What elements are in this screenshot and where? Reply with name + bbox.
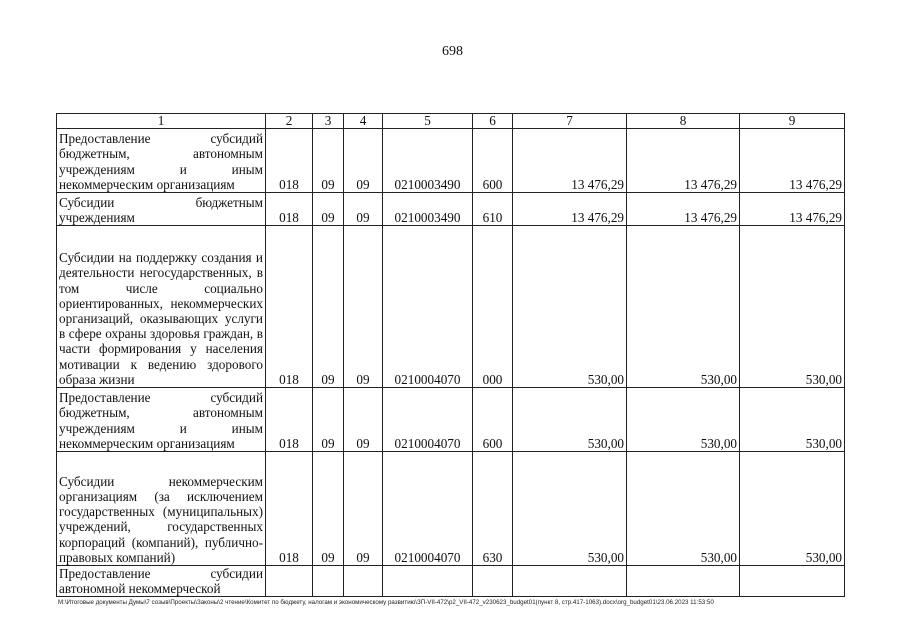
header-cell: 3 bbox=[313, 114, 344, 129]
amount-year3 bbox=[740, 566, 845, 597]
amount-year3: 530,00 bbox=[740, 226, 845, 388]
amount-year3: 13 476,29 bbox=[740, 193, 845, 226]
admin-code: 018 bbox=[266, 226, 313, 388]
page-number: 698 bbox=[442, 44, 463, 59]
amount-year3: 530,00 bbox=[740, 388, 845, 452]
table-row bbox=[57, 452, 845, 566]
header-cell: 1 bbox=[57, 114, 266, 129]
subsection-code: 09 bbox=[344, 226, 383, 388]
amount-year2: 13 476,29 bbox=[627, 129, 740, 193]
header-cell: 8 bbox=[627, 114, 740, 129]
section-code: 09 bbox=[313, 129, 344, 193]
amount-year1: 13 476,29 bbox=[513, 129, 627, 193]
amount-year1: 530,00 bbox=[513, 388, 627, 452]
target-code: 0210004070 bbox=[383, 388, 473, 452]
amount-year3: 530,00 bbox=[740, 452, 845, 566]
expense-type: 630 bbox=[473, 452, 513, 566]
header-cell: 9 bbox=[740, 114, 845, 129]
row-name: Субсидии на поддержку создания и деятельности негосударственных, в том числе социально ориентированных, некоммерческих организаций, оказывающих услуги в сфере охраны здоровья граждан, в части формирования у населения мотивации к ведению здорового образа жизни bbox=[57, 226, 266, 388]
section-code: 09 bbox=[313, 226, 344, 388]
expense-type: 610 bbox=[473, 193, 513, 226]
expense-type: 000 bbox=[473, 226, 513, 388]
header-cell: 2 bbox=[266, 114, 313, 129]
subsection-code: 09 bbox=[344, 452, 383, 566]
row-name: Предоставление субсидий бюджетным, автономным учреждениям и иным некоммерческим организациям bbox=[57, 388, 266, 452]
section-code: 09 bbox=[313, 193, 344, 226]
amount-year1: 530,00 bbox=[513, 226, 627, 388]
admin-code: 018 bbox=[266, 129, 313, 193]
row-name: Субсидии некоммерческим организациям (за исключением государственных (муниципальных) учреждений, государственных корпораций (компаний), публично-правовых компаний) bbox=[57, 452, 266, 566]
amount-year2: 13 476,29 bbox=[627, 193, 740, 226]
target-code: 0210003490 bbox=[383, 129, 473, 193]
subsection-code: 09 bbox=[344, 129, 383, 193]
amount-year1: 530,00 bbox=[513, 452, 627, 566]
header-cell: 5 bbox=[383, 114, 473, 129]
amount-year1 bbox=[513, 566, 627, 597]
header-cell: 6 bbox=[473, 114, 513, 129]
amount-year1: 13 476,29 bbox=[513, 193, 627, 226]
section-code: 09 bbox=[313, 452, 344, 566]
table-row bbox=[57, 193, 845, 226]
section-code bbox=[313, 566, 344, 597]
subsection-code bbox=[344, 566, 383, 597]
budget-table bbox=[56, 113, 845, 597]
row-name: Субсидии бюджетным учреждениям bbox=[57, 193, 266, 226]
target-code bbox=[383, 566, 473, 597]
expense-type: 600 bbox=[473, 129, 513, 193]
amount-year3: 13 476,29 bbox=[740, 129, 845, 193]
header-cell: 7 bbox=[513, 114, 627, 129]
amount-year2 bbox=[627, 566, 740, 597]
table-row bbox=[57, 388, 845, 452]
header-cell: 4 bbox=[344, 114, 383, 129]
row-name: Предоставление субсидии автономной некоммерческой bbox=[57, 566, 266, 597]
admin-code: 018 bbox=[266, 452, 313, 566]
document-file-path: M:\Итоговые документы Думы\7 созыв\Проекты\Законы\2 чтение\Комитет по бюджету, налогам и экономическому развитию\ЗП-VII-472\р2_VII-472_v230623_budget01(пункт 8, стр.417-1063).docx\org_budget01\23.06.2023 11:53:50 bbox=[58, 599, 714, 606]
expense-type bbox=[473, 566, 513, 597]
table-row bbox=[57, 129, 845, 193]
amount-year2: 530,00 bbox=[627, 226, 740, 388]
subsection-code: 09 bbox=[344, 388, 383, 452]
admin-code: 018 bbox=[266, 193, 313, 226]
admin-code: 018 bbox=[266, 388, 313, 452]
section-code: 09 bbox=[313, 388, 344, 452]
table-row bbox=[57, 226, 845, 388]
target-code: 0210003490 bbox=[383, 193, 473, 226]
target-code: 0210004070 bbox=[383, 452, 473, 566]
subsection-code: 09 bbox=[344, 193, 383, 226]
amount-year2: 530,00 bbox=[627, 388, 740, 452]
admin-code bbox=[266, 566, 313, 597]
expense-type: 600 bbox=[473, 388, 513, 452]
table-row bbox=[57, 566, 845, 597]
amount-year2: 530,00 bbox=[627, 452, 740, 566]
row-name: Предоставление субсидий бюджетным, автономным учреждениям и иным некоммерческим организациям bbox=[57, 129, 266, 193]
target-code: 0210004070 bbox=[383, 226, 473, 388]
header-row bbox=[57, 114, 845, 129]
